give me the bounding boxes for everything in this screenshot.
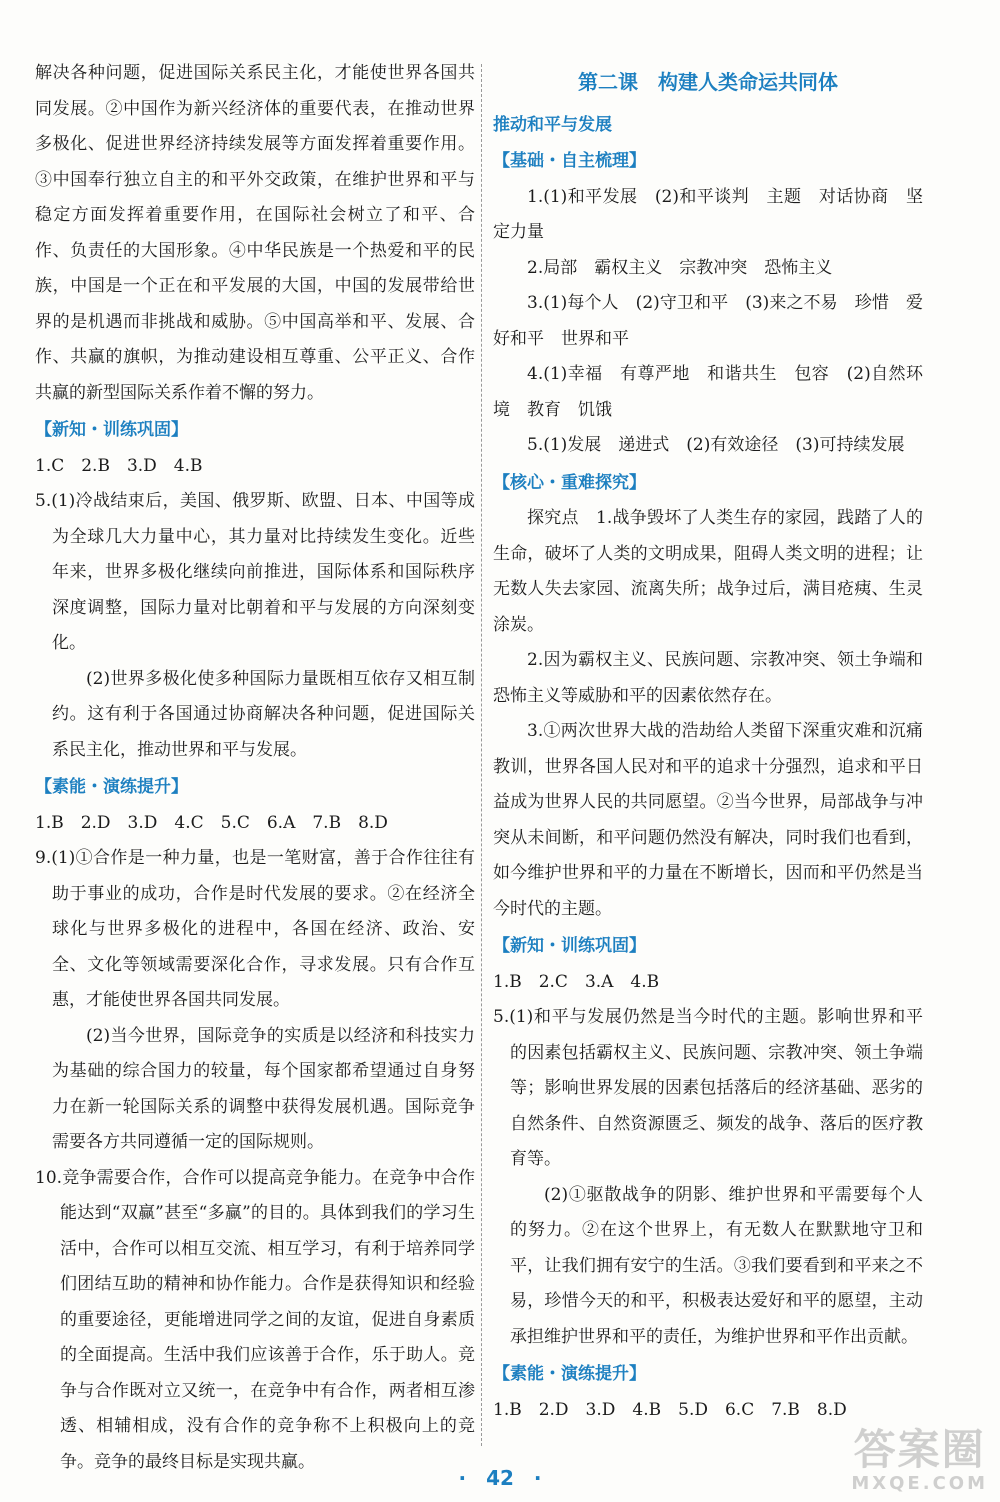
question-5-part-2-right: (2)①驱散战争的阴影、维护世界和平需要每个人的努力。②在这个世界上，有无数人在默默地守卫和平，让我们拥有安宁的生活。③我们要看到和平来之不易，珍惜今天的和平，积极表达爱好和平的愿望，主动承担维护世界和平的责任，为维护世界和平作出贡献。 (510, 1184, 923, 1347)
jichu-item-5: 5.(1)发展 递进式 (2)有效途径 (3)可持续发展 (527, 435, 905, 455)
answers-suneng-2: 1.B 2.D 3.D 4.B 5.D 6.C 7.B 8.D (493, 1399, 847, 1420)
column-divider (481, 64, 482, 1446)
question-5-part-1: 5.(1)冷战结束后，美国、俄罗斯、欧盟、日本、中国等成为全球几大力量中心，其力量对比持续发生变化。近些年来，世界多极化继续向前推进，国际体系和国际秩序深度调整，国际力量对比朝着和平与发展的方向深刻变化。 (35, 491, 475, 653)
jichu-item-1: 1.(1)和平发展 (2)和平谈判 主题 对话协商 坚定力量 (493, 186, 923, 242)
section-heading-suneng: 【素能・演练提升】 (35, 777, 188, 797)
question-5-part-2: (2)世界多极化使多种国际力量既相互依存又相互制约。这有利于各国通过协商解决各种问题，促进国际关系民主化，推动世界和平与发展。 (52, 668, 475, 760)
question-9-part-1: 9.(1)①合作是一种力量，也是一笔财富，善于合作往往有助于事业的成功，合作是时代发展的要求。②在经济全球化与世界多极化的进程中，各国在经济、政治、安全、文化等领域需要深化合作，寻求发展。只有合作互惠，才能使世界各国共同发展。 (35, 848, 475, 1010)
question-10: 10.竞争需要合作，合作可以提高竞争能力。在竞争中合作能达到“双赢”甚至“多赢”的目的。具体到我们的学习生活中，合作可以相互交流、相互学习，有利于培养同学们团结互助的精神和协作能力。合作是获得知识和经验的重要途径，更能增进同学之间的友谊，促进自身素质的全面提高。生活中我们应该善于合作，乐于助人。竞争与合作既对立又统一，在竞争中有合作，两者相互渗透、相辅相成，没有合作的竞争称不上积极向上的竞争。竞争的最终目标是实现共赢。 (35, 1167, 475, 1472)
tanjiu-point-2: 2.因为霸权主义、民族问题、宗教冲突、领土争端和恐怖主义等威胁和平的因素依然存在。 (493, 650, 923, 706)
answers-xinzhi: 1.C 2.B 3.D 4.B (35, 455, 203, 476)
tanjiu-point-1: 探究点 1.战争毁坏了人类生存的家园，践踏了人的生命，破坏了人类的文明成果，阻碍人类文明的进程；让无数人失去家园、流离失所；战争过后，满目疮痍、生灵涂炭。 (493, 508, 923, 635)
left-column (35, 56, 475, 1480)
watermark-url: MXQE.COM (851, 1473, 988, 1494)
question-5-part-1-right: 5.(1)和平与发展仍然是当今时代的主题。影响世界和平的因素包括霸权主义、民族问题、宗教冲突、领土争端等；影响世界发展的因素包括落后的经济基础、恶劣的自然条件、自然资源匮乏、频发的战争、落后的医疗教育等。 (493, 1007, 923, 1169)
lesson-title: 第二课 构建人类命运共同体 (578, 70, 838, 94)
section-heading-suneng-2: 【素能・演练提升】 (493, 1364, 646, 1384)
section-heading-hexin: 【核心・重难探究】 (493, 472, 646, 493)
answers-xinzhi-2: 1.B 2.C 3.A 4.B (493, 971, 660, 992)
tanjiu-point-3: 3.①两次世界大战的浩劫给人类留下深重灾难和沉痛教训，世界各国人民对和平的追求十分强烈，追求和平日益成为世界人民的共同愿望。②当今世界，局部战争与冲突从未间断，和平问题仍然没有解决，同时我们也看到，如今维护世界和平的力量在不断增长，因而和平仍然是当今时代的主题。 (493, 721, 923, 919)
watermark-logo-text: 答案圈 (853, 1425, 986, 1474)
right-column (493, 56, 923, 1428)
section-heading-xinzhi: 【新知・训练巩固】 (35, 420, 188, 440)
topic-title: 推动和平与发展 (493, 115, 612, 135)
page-number: · 42 · (458, 1466, 542, 1490)
section-heading-jichu: 【基础・自主梳理】 (493, 151, 646, 171)
question-9-part-2: (2)当今世界，国际竞争的实质是以经济和科技实力为基础的综合国力的较量，每个国家都希望通过自身努力在新一轮国际关系的调整中获得发展机遇。国际竞争需要各方共同遵循一定的国际规则。 (52, 1025, 475, 1152)
watermark-logo (851, 1427, 988, 1494)
carryover-paragraph: 解决各种问题，促进国际关系民主化，才能使世界各国共同发展。②中国作为新兴经济体的重要代表，在推动世界多极化、促进世界经济持续发展等方面发挥着重要作用。③中国奉行独立自主的和平外交政策，在维护世界和平与稳定方面发挥着重要作用，在国际社会树立了和平、合作、负责任的大国形象。④中华民族是一个热爱和平的民族，中国是一个正在和平发展的大国，中国的发展带给世界的是机遇而非挑战和威胁。⑤中国高举和平、发展、合作、共赢的旗帜，为推动建设相互尊重、公平正义、合作共赢的新型国际关系作着不懈的努力。 (35, 63, 475, 403)
jichu-item-4: 4.(1)幸福 有尊严地 和谐共生 包容 (2)自然环境 教育 饥饿 (493, 364, 923, 420)
jichu-item-3: 3.(1)每个人 (2)守卫和平 (3)来之不易 珍惜 爱好和平 世界和平 (493, 293, 923, 349)
answers-suneng: 1.B 2.D 3.D 4.C 5.C 6.A 7.B 8.D (35, 812, 388, 833)
jichu-item-2: 2.局部 霸权主义 宗教冲突 恐怖主义 (527, 257, 833, 278)
section-heading-xinzhi-2: 【新知・训练巩固】 (493, 936, 646, 956)
